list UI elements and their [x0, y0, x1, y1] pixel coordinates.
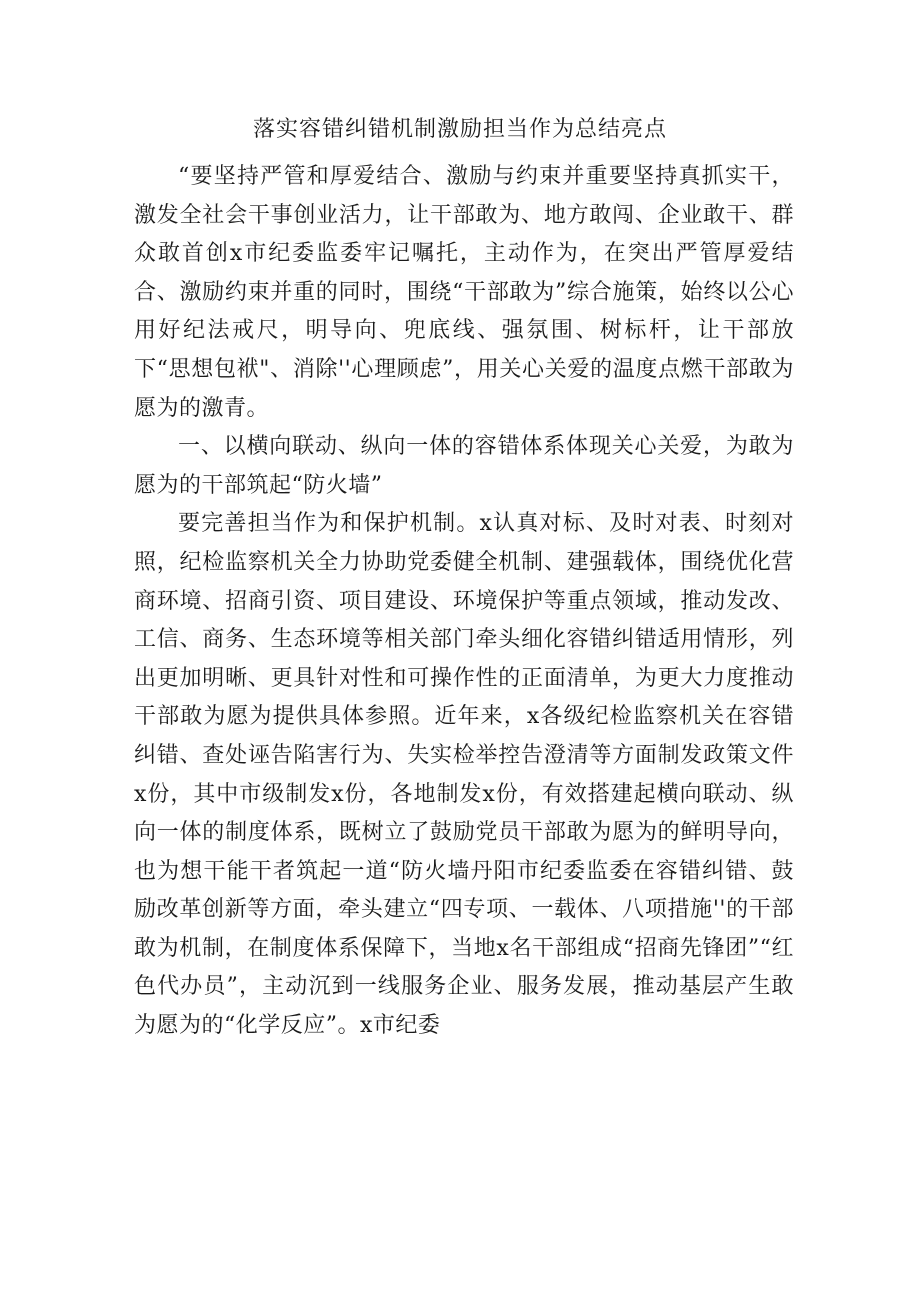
paragraph-intro: “要坚持严管和厚爱结合、激励与约束并重要坚持真抓实干，激发全社会干事创业活力，让干部敢为、地方敢闯、企业敢干、群众敢首创x市纪委监委牢记嘱托，主动作为，在突出严管厚爱结合、激励约束并重的同时，围绕“干部敢为”综合施策，始终以公心用好纪法戒尺，明导向、兜底线、强氛围、树标杆，让干部放下“思想包袱"、消除''心理顾虑”，用关心关爱的温度点燃干部敢为愿为的激青。 [134, 164, 794, 421]
paragraph-mechanism: 要完善担当作为和保护机制。x认真对标、及时对表、时刻对照，纪检监察机关全力协助党委健全机制、建强载体，围绕优化营商环境、招商引资、项目建设、环境保护等重点领域，推动发改、工信、商务、生态环境等相关部门牵头细化容错纠错适用情形，列出更加明晰、更具针对性和可操作性的正面清单，为更大力度推动干部敢为愿为提供具体参照。近年来，x各级纪检监察机关在容错纠错、查处诬告陷害行为、失实检举控告澄清等方面制发政策文件x份，其中市级制发x份，各地制发x份，有效搭建起横向联动、纵向一体的制度体系，既树立了鼓励党员干部敢为愿为的鲜明导向，也为想干能干者筑起一道“防火墙丹阳市纪委监委在容错纠错、鼓励改革创新等方面，牵头建立“四专项、一载体、八项措施''的干部敢为机制，在制度体系保障下，当地x名干部组成“招商先锋团”“红色代办员”，主动沉到一线服务企业、服务发展，推动基层产生敢为愿为的“化学反应”。x市纪委 [134, 511, 794, 1039]
document-title: 落实容错纠错机制激励担当作为总结亮点 [252, 117, 667, 142]
paragraph-section-heading: 一、以横向联动、纵向一体的容错体系体现关心关爱，为敢为愿为的干部筑起“防火墙” [134, 434, 794, 498]
document-body [134, 158, 794, 1046]
